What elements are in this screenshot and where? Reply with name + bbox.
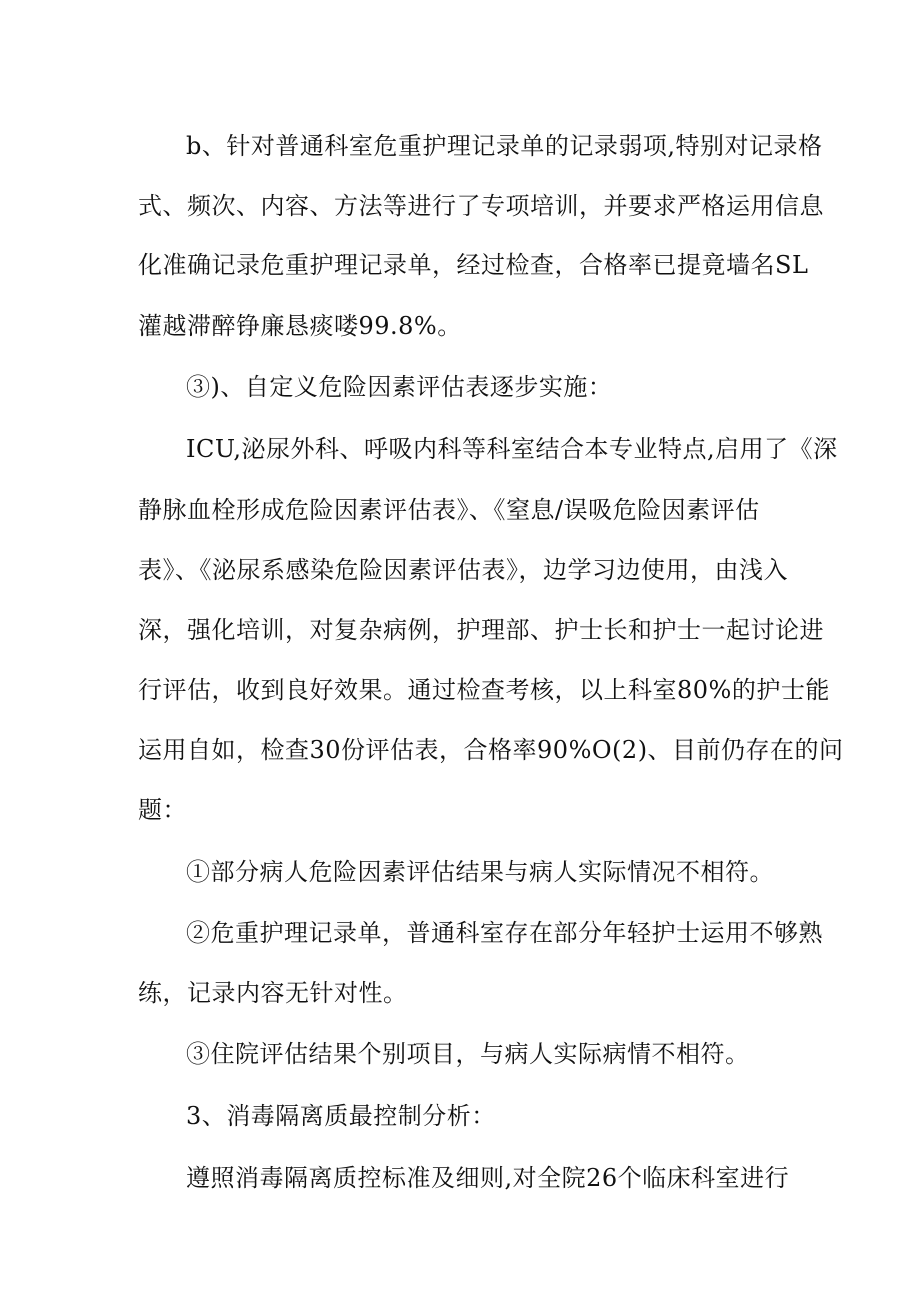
paragraph-line: 化准确记录危重护理记录单，经过检查，合格率已提竟墙名SL bbox=[138, 251, 809, 279]
paragraph-line: 表》、《泌尿系感染危险因素评估表》，边学习边使用，由浅入 bbox=[138, 556, 788, 584]
paragraph-line: 行评估，收到良好效果。通过检查考核，以上科室80%的护士能 bbox=[138, 676, 830, 704]
list-item-continuation: 练，记录内容无针对性。 bbox=[138, 979, 408, 1007]
paragraph-line: 运用自如，检查30份评估表，合格率90%O(2)、目前仍存在的问 bbox=[138, 736, 844, 764]
paragraph-line: 遵照消毒隔离质控标准及细则,对全院26个临床科室进行 bbox=[186, 1164, 790, 1192]
list-item: ①部分病人危险因素评估结果与病人实际情况不相符。 bbox=[186, 858, 774, 886]
list-item: ③住院评估结果个别项目，与病人实际病情不相符。 bbox=[186, 1040, 750, 1068]
paragraph-line: 题： bbox=[138, 796, 187, 824]
paragraph-line: 灌越滞醉铮廉恳痰喽99.8%。 bbox=[138, 312, 462, 340]
paragraph-line: 静脉血栓形成危险因素评估表》、《窒息/误吸危险因素评估 bbox=[138, 496, 760, 524]
section-heading: 3、消毒隔离质最控制分析： bbox=[186, 1102, 496, 1130]
section-heading: ③)、自定义危险因素评估表逐步实施： bbox=[186, 373, 613, 401]
paragraph-line: 深，强化培训，对复杂病例，护理部、护士长和护士一起讨论进 bbox=[138, 616, 824, 644]
paragraph-line: ICU,泌尿外科、呼吸内科等科室结合本专业特点,启用了《深 bbox=[186, 435, 838, 463]
paragraph-line: b、针对普通科室危重护理记录单的记录弱项,特别对记录格 bbox=[186, 132, 823, 160]
paragraph-line: 式、频次、内容、方法等进行了专项培训，并要求严格运用信息 bbox=[138, 192, 824, 220]
list-item: ②危重护理记录单，普通科室存在部分年轻护士运用不够熟 bbox=[186, 919, 823, 947]
